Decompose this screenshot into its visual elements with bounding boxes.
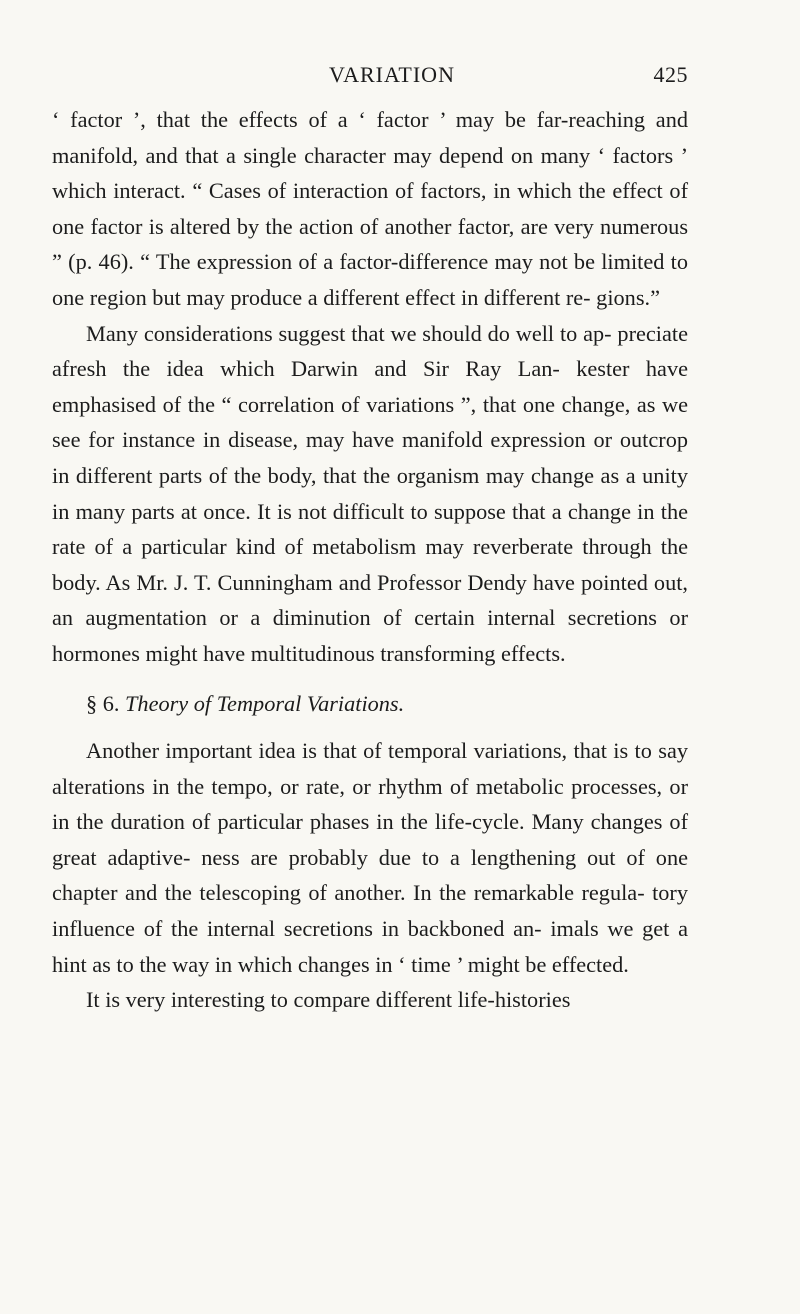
page-number: 425 [653, 62, 688, 87]
section-title: Theory of Temporal Variations. [125, 690, 405, 716]
book-page [52, 62, 688, 1018]
paragraph-continuation: ‘ factor ’, that the effects of a ‘ factor ’ may be far-reaching and manifold, and that a single character may depend on many ‘ factors ’ which interact. “ Cases of interaction of factors, in which the effect of one factor is altered by the action of another factor, are very numerous ” (p. 46). “ The expression of a factor-difference may not be limited to one region but may produce a different effect in different re- gions.” [52, 107, 688, 310]
section-heading [52, 686, 688, 722]
body-text [52, 102, 688, 1018]
paragraph-life-histories: It is very interesting to compare different life-histories [86, 987, 571, 1013]
running-title: VARIATION [329, 62, 455, 87]
paragraph-temporal-variations: Another important idea is that of temporal variations, that is to say alterations in the tempo, or rate, or rhythm of metabolic processes, or in the duration of particular phases in the life-cycle. Many changes of great adaptive- ness are probably due to a lengthening out of one chapter and the telescoping of another. In the remarkable regula- tory influence of the internal secretions in backboned an- imals we get a hint as to the way in which changes in ‘ time ’ might be effected. [52, 738, 688, 977]
paragraph-correlation-of-variations: Many considerations suggest that we should do well to ap- preciate afresh the idea which Darwin and Sir Ray Lan- kester have emphasised of the “ correlation of variations ”, that one change, as we see for instance in disease, may have manifold expression or outcrop in different parts of the body, that the organism may change as a unity in many parts at once. It is not difficult to suppose that a change in the rate of a particular kind of metabolism may reverberate through the body. As Mr. J. T. Cunningham and Professor Dendy have pointed out, an augmentation or a diminution of certain internal secretions or hormones might have multitudinous transforming effects. [52, 320, 688, 666]
running-head [52, 62, 688, 102]
section-number: § 6. [86, 690, 120, 716]
